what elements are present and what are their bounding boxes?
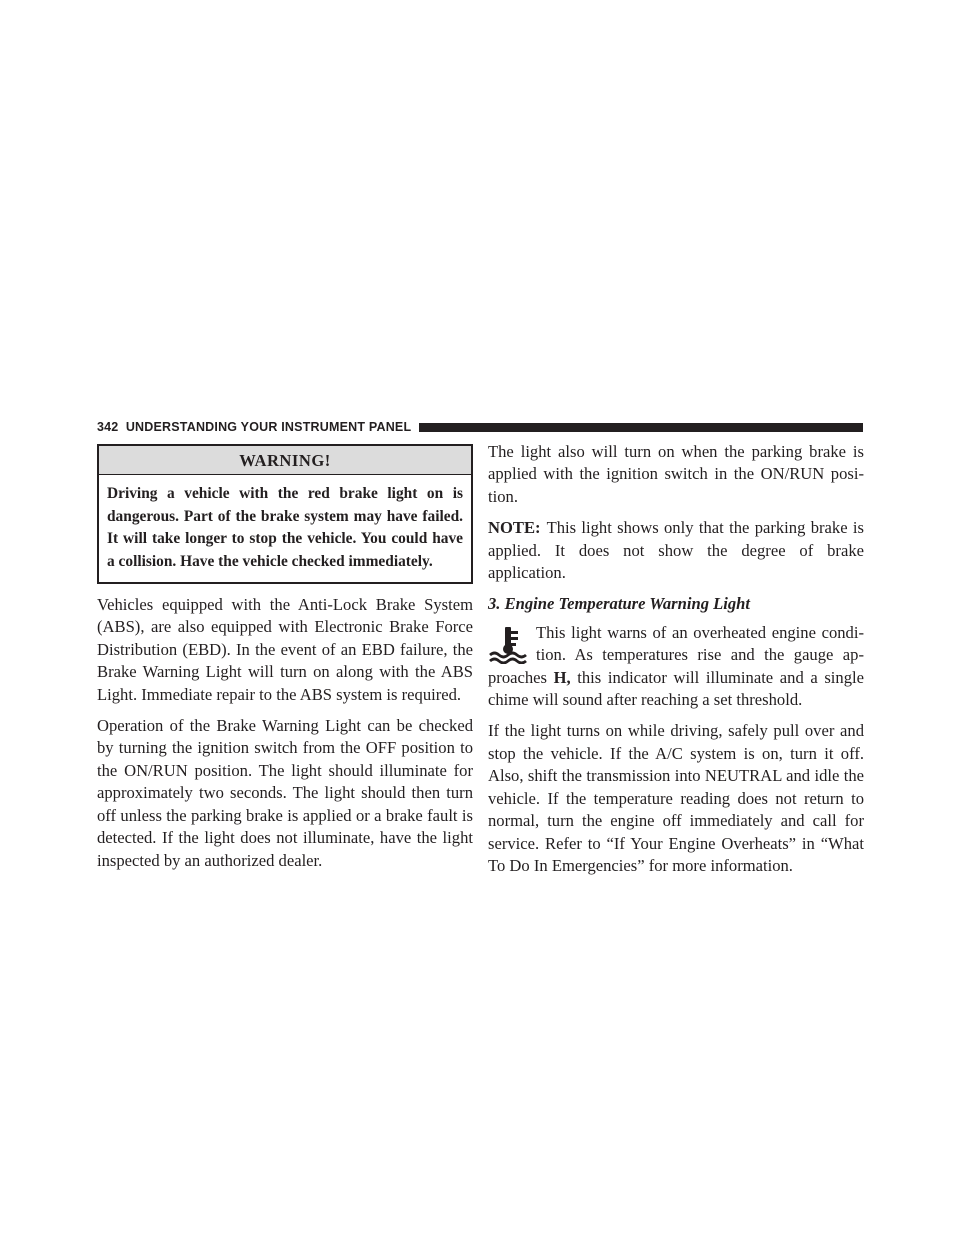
warning-body: Driving a vehicle with the red brake light on is dangerous. Part of the brake system may have failed. It will take longer to stop the vehicle. You could have a collision. Have the vehicle checked immediately. — [107, 485, 463, 570]
ebd-paragraph: Vehicles equipped with the Anti-Lock Brake System (ABS), are also equipped with Electronic Brake Force Distribution (EBD). In the event of an EBD failure, the Brake Warning Light will turn on along with the ABS Light. Immediate repair to the ABS system is required. — [97, 595, 473, 704]
overheat-action-paragraph: If the light turns on while driving, safely pull over and stop the vehicle. If the A/C system is on, turn it off. Also, shift the transmission into NEUTRAL and idle the vehicle. If the temperature reading does not return to normal, turn the engine off immediately and call for service. Refer to “If Your Engine Overheats” in “What To Do In Emergencies” for more information. — [488, 721, 864, 875]
note-label: NOTE: — [488, 518, 541, 538]
section-title: UNDERSTANDING YOUR INSTRUMENT PANEL — [125, 420, 412, 434]
note-paragraph — [488, 517, 864, 584]
engine-temp-paragraph — [488, 622, 864, 712]
brake-light-check-paragraph: Operation of the Brake Warning Light can be checked by turning the ignition switch from the OFF position to the ON/RUN position. The light should illuminate for approximately two seconds. The light should then turn off unless the parking brake is applied or a brake fault is detected. If the light does not illuminate, have the light inspected by an authorized dealer. — [97, 716, 473, 870]
warning-box — [97, 444, 473, 584]
header-text — [97, 420, 411, 434]
page-header — [97, 419, 863, 435]
header-rule — [419, 423, 863, 432]
right-column — [488, 441, 864, 886]
engine-temp-text-after: this indicator will illuminate and a single chime will sound after reaching a set threshold. — [488, 667, 864, 710]
left-column — [97, 444, 473, 881]
engine-coolant-temperature-icon — [488, 626, 528, 664]
engine-temp-section-title: 3. Engine Temperature Warning Light — [488, 594, 751, 614]
page-number: 342 — [97, 420, 119, 434]
parking-brake-paragraph: The light also will turn on when the parking brake is applied with the ignition switch in the ON/RUN position. — [488, 442, 864, 506]
gauge-h-label: H, — [553, 667, 571, 687]
note-text: This light shows only that the parking brake is applied. It does not show the degree of brake application. — [488, 518, 864, 583]
warning-title: WARNING! — [99, 446, 471, 475]
engine-temp-text-before: This light warns of an overheated engine condition. As temperatures rise and the gauge approaches — [488, 622, 864, 687]
